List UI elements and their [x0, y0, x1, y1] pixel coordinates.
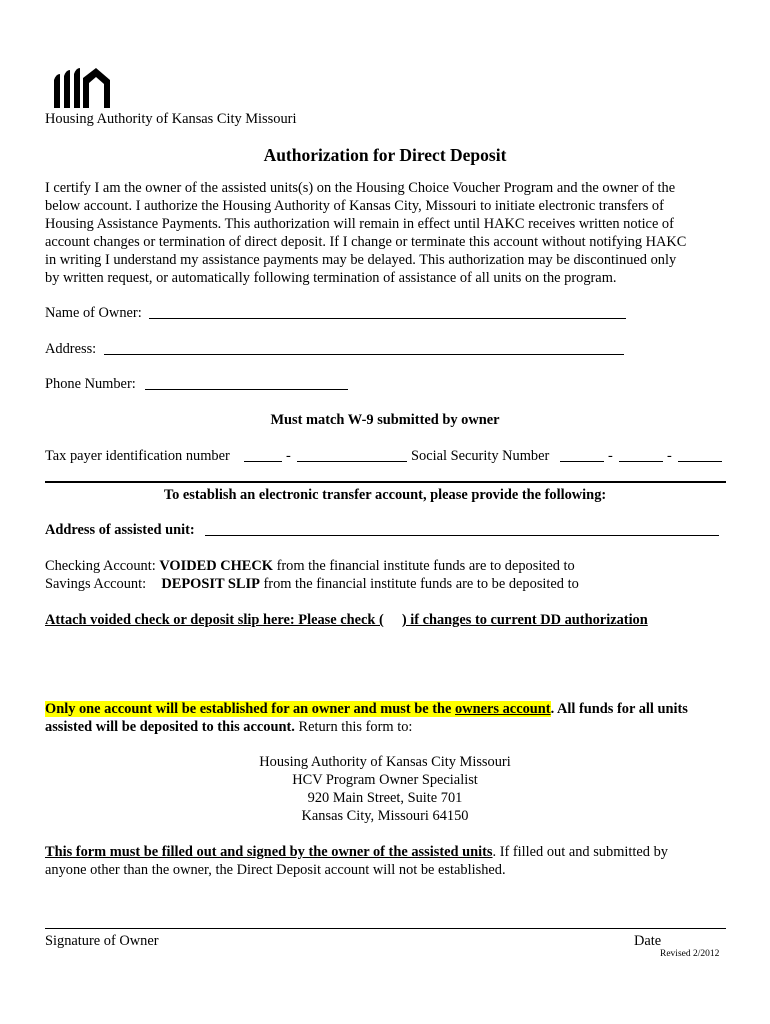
- ssn-part3-field[interactable]: [678, 461, 722, 462]
- cert-line: below account. I authorize the Housing Authority of Kansas City, Missouri to initiate electronic transfers of: [45, 198, 664, 214]
- address-label: Address:: [45, 341, 97, 357]
- name-of-owner-label: Name of Owner:: [45, 305, 142, 321]
- cert-line: Housing Assistance Payments. This authorization will remain in effect until HAKC receives written notice of: [45, 216, 674, 232]
- assisted-unit-label: Address of assisted unit:: [45, 522, 195, 538]
- checking-rest: from the financial institute funds are to deposited to: [276, 558, 575, 574]
- checking-label: Checking Account:: [45, 558, 156, 574]
- cert-line: by written request, or automatically following termination of assistance of all units on the program.: [45, 270, 617, 286]
- notice-dot: .: [550, 701, 555, 717]
- notice-bold-b: assisted will be deposited to this account.: [45, 719, 295, 735]
- section-divider: [45, 481, 726, 483]
- notice-line-1: [45, 700, 688, 718]
- owners-account-text: owners account: [455, 701, 551, 717]
- phone-number-label: Phone Number:: [45, 376, 136, 392]
- name-of-owner-field[interactable]: [149, 318, 626, 319]
- savings-label: Savings Account:: [45, 576, 147, 592]
- attach-text-a: Attach voided check or deposit slip here: Please check (: [45, 612, 384, 628]
- dash: -: [286, 448, 291, 464]
- requirement-line-1: [45, 843, 668, 861]
- notice-highlight-text: Only one account will be established for an owner and must be the: [45, 701, 452, 717]
- attach-instruction: [45, 611, 648, 629]
- address-field[interactable]: [104, 354, 624, 355]
- page-title: Authorization for Direct Deposit: [263, 145, 507, 165]
- hakc-logo: [50, 66, 114, 110]
- requirement-rest: . If filled out and submitted by: [492, 844, 668, 860]
- dash: -: [608, 448, 613, 464]
- signature-of-owner-label: Signature of Owner: [45, 933, 159, 949]
- cert-line: I certify I am the owner of the assisted units(s) on the Housing Choice Voucher Program and the owner of the: [45, 180, 676, 196]
- return-address: [0, 753, 770, 825]
- signature-field[interactable]: [45, 928, 726, 929]
- org-name: Housing Authority of Kansas City Missouri: [45, 111, 297, 127]
- date-label: Date: [634, 933, 662, 949]
- attach-text-b: ) if changes to current DD authorization: [401, 612, 648, 628]
- requirement-bold: This form must be filled out and signed by the owner of the assisted units: [45, 844, 493, 860]
- return-address-line: HCV Program Owner Specialist: [292, 772, 478, 788]
- w9-note: Must match W-9 submitted by owner: [270, 412, 500, 428]
- dash: -: [667, 448, 672, 464]
- return-address-line: Kansas City, Missouri 64150: [301, 808, 469, 824]
- cert-line: account changes or termination of direct deposit. If I change or terminate this account without notifying HAKC: [45, 234, 687, 250]
- assisted-unit-field[interactable]: [205, 535, 719, 536]
- savings-account-line: [45, 575, 579, 593]
- taxpayer-id-part2-field[interactable]: [297, 461, 407, 462]
- checking-account-line: [45, 557, 575, 575]
- revised-date: Revised 2/2012: [660, 949, 720, 959]
- voided-check-text: VOIDED CHECK: [159, 558, 273, 574]
- return-address-line: Housing Authority of Kansas City Missouri: [259, 754, 511, 770]
- certification-text: [45, 179, 735, 287]
- taxpayer-id-part1-field[interactable]: [244, 461, 282, 462]
- savings-rest: from the financial institute funds are to be deposited to: [263, 576, 579, 592]
- transfer-heading: To establish an electronic transfer account, please provide the following:: [163, 487, 607, 503]
- notice-highlight: [45, 701, 551, 717]
- notice-bold-a: All funds for all units: [557, 701, 688, 717]
- phone-number-field[interactable]: [145, 389, 348, 390]
- cert-line: in writing I understand my assistance payments may be delayed. This authorization may be discontinued only: [45, 252, 677, 268]
- ssn-label: Social Security Number: [411, 448, 550, 464]
- notice-line-2: [45, 718, 412, 736]
- dd-change-checkbox[interactable]: [384, 611, 402, 629]
- return-address-line: 920 Main Street, Suite 701: [307, 790, 463, 806]
- ssn-part1-field[interactable]: [560, 461, 604, 462]
- ssn-part2-field[interactable]: [619, 461, 663, 462]
- deposit-slip-text: DEPOSIT SLIP: [161, 576, 260, 592]
- return-form-text: Return this form to:: [298, 719, 413, 735]
- taxpayer-id-label: Tax payer identification number: [45, 448, 230, 464]
- requirement-line-2: anyone other than the owner, the Direct Deposit account will not be established.: [45, 862, 506, 878]
